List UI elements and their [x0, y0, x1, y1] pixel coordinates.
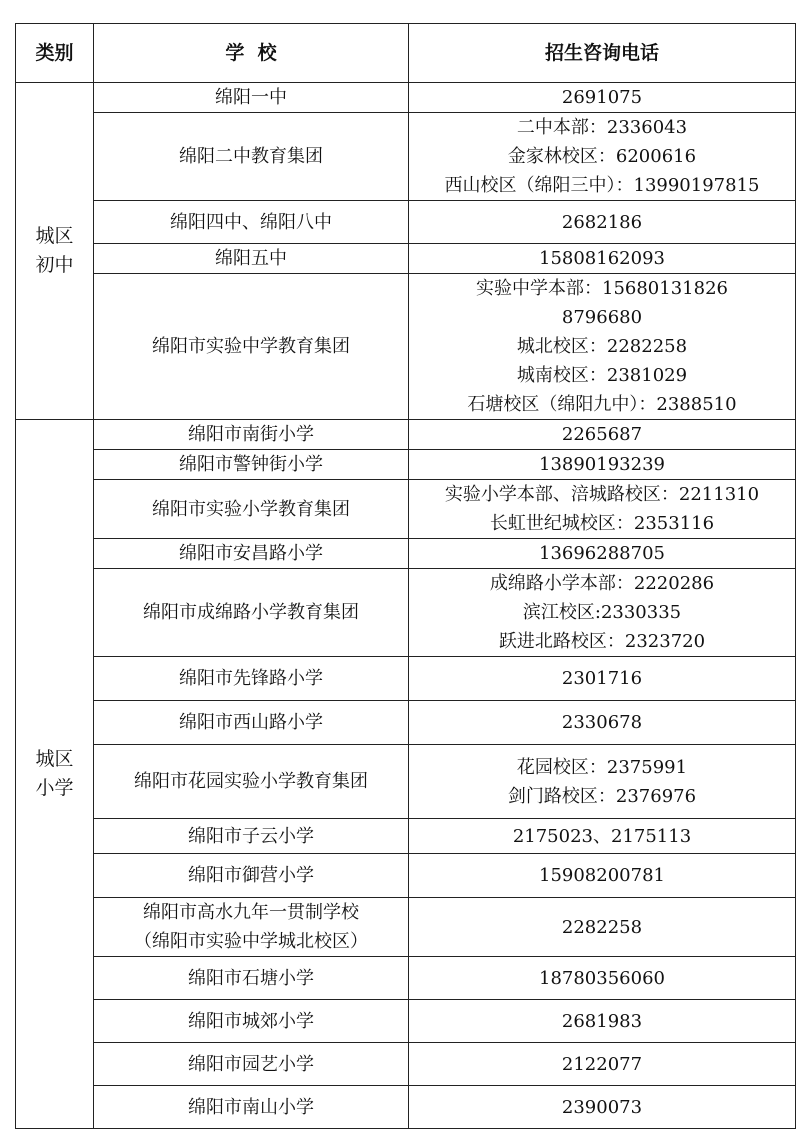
phone-cell	[409, 745, 796, 819]
enrollment-phone-table	[15, 23, 796, 1129]
phone-number: 13696288705	[539, 543, 665, 564]
phone-number: 石塘校区（绵阳九中）：2388510	[467, 394, 737, 415]
phone-number: 剑门路校区：2376976	[507, 785, 697, 807]
phone-cell	[409, 569, 796, 657]
school-cell	[94, 201, 409, 244]
table-row	[16, 898, 796, 957]
school-cell	[94, 113, 409, 201]
school-name: （绵阳市实验中学城北校区）	[134, 931, 368, 952]
school-cell	[94, 898, 409, 957]
phone-number: 2682186	[561, 211, 643, 233]
phone-cell	[409, 201, 796, 244]
phone-cell	[409, 657, 796, 701]
school-name: 绵阳市南街小学	[188, 424, 314, 445]
table-row	[16, 1086, 796, 1129]
school-name: 绵阳市南山小学	[188, 1096, 314, 1118]
school-cell	[94, 1043, 409, 1086]
table-row	[16, 83, 796, 113]
phone-cell	[409, 1000, 796, 1043]
school-name: 绵阳市石塘小学	[188, 967, 314, 989]
school-cell	[94, 83, 409, 113]
phone-number: 13890193239	[539, 454, 665, 475]
phone-number: 2301716	[561, 668, 643, 689]
table-row	[16, 274, 796, 420]
phone-number: 跃进北路校区：2323720	[498, 631, 706, 652]
phone-number: 2122077	[561, 1053, 643, 1075]
school-name: 绵阳市安昌路小学	[179, 543, 323, 564]
table-row	[16, 420, 796, 450]
phone-cell	[409, 450, 796, 480]
phone-number: 城南校区：2381029	[516, 365, 688, 386]
category-label: 小学	[35, 777, 74, 799]
table-row	[16, 244, 796, 274]
school-cell	[94, 450, 409, 480]
phone-number: 2330678	[561, 712, 643, 733]
phone-cell	[409, 539, 796, 569]
phone-cell	[409, 274, 796, 420]
category-label: 城区	[35, 225, 74, 247]
phone-cell	[409, 701, 796, 745]
category-label: 初中	[35, 254, 74, 276]
school-name: 绵阳市园艺小学	[188, 1053, 314, 1075]
phone-number: 2390073	[561, 1096, 643, 1118]
school-cell	[94, 480, 409, 539]
phone-number: 8796680	[561, 307, 643, 328]
header-row	[16, 24, 796, 83]
header-phone: 招生咨询电话	[409, 24, 796, 83]
phone-number: 城北校区：2282258	[516, 336, 688, 357]
table-row	[16, 819, 796, 854]
phone-number: 长虹世纪城校区：2353116	[489, 513, 715, 534]
school-cell	[94, 657, 409, 701]
phone-cell	[409, 113, 796, 201]
school-cell	[94, 957, 409, 1000]
school-cell	[94, 539, 409, 569]
phone-cell	[409, 83, 796, 113]
school-cell	[94, 701, 409, 745]
phone-number: 2681983	[561, 1010, 643, 1032]
phone-number: 2175023、2175113	[512, 825, 692, 847]
table-row	[16, 539, 796, 569]
school-cell	[94, 745, 409, 819]
category-label: 城区	[35, 748, 74, 770]
phone-number: 实验小学本部、涪城路校区：2211310	[444, 484, 760, 505]
school-cell	[94, 420, 409, 450]
phone-number: 15808162093	[539, 248, 665, 269]
school-name: 绵阳市成绵路小学教育集团	[143, 602, 359, 623]
table-row	[16, 201, 796, 244]
phone-cell	[409, 244, 796, 274]
school-cell	[94, 854, 409, 898]
school-name: 绵阳五中	[215, 248, 287, 269]
school-name: 绵阳市城郊小学	[188, 1010, 314, 1032]
category-cell	[16, 420, 94, 1129]
school-name: 绵阳市西山路小学	[179, 712, 323, 733]
table-row	[16, 745, 796, 819]
phone-number: 实验中学本部：15680131826	[476, 278, 728, 299]
school-name: 绵阳市花园实验小学教育集团	[134, 771, 368, 792]
table-row	[16, 480, 796, 539]
phone-number: 花园校区：2375991	[516, 756, 688, 778]
school-cell	[94, 819, 409, 854]
phone-number: 2691075	[561, 87, 643, 108]
phone-cell	[409, 480, 796, 539]
header-school: 学 校	[94, 24, 409, 83]
school-cell	[94, 569, 409, 657]
phone-cell	[409, 898, 796, 957]
table-row	[16, 957, 796, 1000]
phone-number: 西山校区（绵阳三中）：13990197815	[444, 175, 760, 196]
category-cell	[16, 83, 94, 420]
school-name: 绵阳市实验中学教育集团	[152, 336, 350, 357]
school-name: 绵阳市先锋路小学	[179, 668, 323, 689]
phone-cell	[409, 957, 796, 1000]
phone-number: 15908200781	[539, 865, 665, 886]
phone-number: 金家林校区：6200616	[507, 146, 697, 167]
school-cell	[94, 244, 409, 274]
table-row	[16, 1000, 796, 1043]
table-row	[16, 657, 796, 701]
table-row	[16, 569, 796, 657]
school-name: 绵阳一中	[215, 87, 287, 108]
table-row	[16, 450, 796, 480]
table-body	[16, 83, 796, 1129]
phone-number: 二中本部：2336043	[516, 117, 688, 138]
table-row	[16, 701, 796, 745]
table-row	[16, 854, 796, 898]
school-cell	[94, 274, 409, 420]
phone-number: 成绵路小学本部：2220286	[489, 573, 715, 594]
school-name: 绵阳市警钟街小学	[179, 454, 323, 475]
table-row	[16, 113, 796, 201]
header-category: 类别	[16, 24, 94, 83]
school-cell	[94, 1000, 409, 1043]
school-name: 绵阳四中、绵阳八中	[170, 211, 332, 233]
phone-cell	[409, 420, 796, 450]
phone-number: 2282258	[561, 916, 643, 938]
school-name: 绵阳市实验小学教育集团	[152, 498, 350, 520]
phone-number: 滨江校区:2330335	[522, 602, 682, 623]
phone-cell	[409, 1086, 796, 1129]
phone-number: 18780356060	[539, 967, 665, 989]
phone-cell	[409, 819, 796, 854]
table-row	[16, 1043, 796, 1086]
school-cell	[94, 1086, 409, 1129]
phone-cell	[409, 1043, 796, 1086]
phone-number: 2265687	[561, 424, 643, 445]
school-name: 绵阳市高水九年一贯制学校	[143, 902, 359, 923]
school-name: 绵阳市子云小学	[188, 825, 314, 847]
phone-cell	[409, 854, 796, 898]
school-name: 绵阳市御营小学	[188, 865, 314, 886]
school-name: 绵阳二中教育集团	[179, 146, 323, 167]
